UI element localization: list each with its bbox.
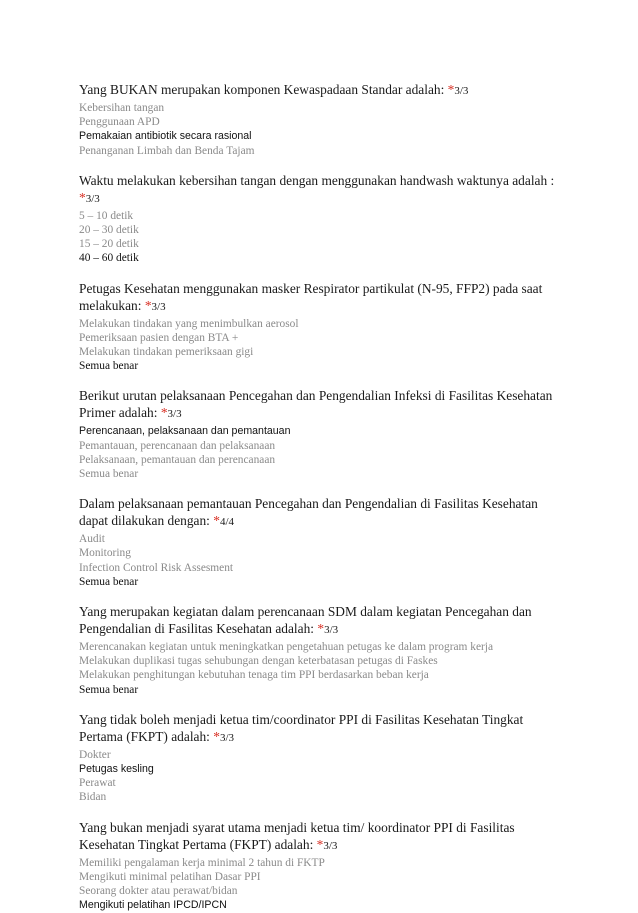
options-list xyxy=(79,209,568,266)
question-block xyxy=(79,711,568,805)
option: Melakukan duplikasi tugas sehubungan dengan keterbatasan petugas di Faskes xyxy=(79,655,438,668)
question-score: 3/3 xyxy=(151,300,166,313)
option: Bidan xyxy=(79,791,107,804)
option: Semua benar xyxy=(79,468,139,481)
options-list xyxy=(79,424,568,481)
option: 5 – 10 detik xyxy=(79,209,134,222)
question-label: Dalam pelaksanaan pemantauan Pencegahan dan Pengendalian di Fasilitas Kesehatan dapat dilakukan dengan: xyxy=(79,496,538,529)
required-star: * xyxy=(447,82,455,97)
question-label: Petugas Kesehatan menggunakan masker Respirator partikulat (N-95, FFP2) pada saat melakukan: xyxy=(79,280,543,313)
option: Infection Control Risk Assesment xyxy=(79,561,234,574)
options-list xyxy=(79,532,568,589)
question-block xyxy=(79,81,568,158)
option: 20 – 30 detik xyxy=(79,224,139,237)
selected-option: 40 – 60 detik xyxy=(79,252,139,265)
question-score: 3/3 xyxy=(85,192,100,205)
question-label: Berikut urutan pelaksanaan Pencegahan dan Pengendalian Infeksi di Fasilitas Kesehatan Primer adalah: xyxy=(79,388,553,421)
option: Dokter xyxy=(79,748,111,761)
required-star: * xyxy=(160,405,168,421)
required-star: * xyxy=(144,297,152,313)
selected-option: Perencanaan, pelaksanaan dan pemantauan xyxy=(79,425,291,438)
options-list xyxy=(79,748,568,805)
question-block xyxy=(79,495,568,589)
option: Monitoring xyxy=(79,547,131,560)
option: Perawat xyxy=(79,777,116,790)
question-label: Yang merupakan kegiatan dalam perencanaan SDM dalam kegiatan Pencegahan dan Pengendalian di Fasilitas Kesehatan adalah: xyxy=(79,604,532,637)
question-score: 3/3 xyxy=(323,839,338,852)
question-score: 3/3 xyxy=(219,731,235,744)
question-text xyxy=(79,495,568,531)
required-star: * xyxy=(317,621,325,637)
question-text xyxy=(79,172,568,208)
question-score: 3/3 xyxy=(454,85,469,97)
question-label: Waktu melakukan kebersihan tangan dengan menggunakan handwash waktunya adalah : xyxy=(79,172,555,188)
option: Pemantauan, perencanaan dan pelaksanaan xyxy=(79,439,276,452)
option: Merencanakan kegiatan untuk meningkatkan pengetahuan petugas ke dalam program kerja xyxy=(79,641,494,654)
option: Seorang dokter atau perawat/bidan xyxy=(79,885,238,898)
option: Pemeriksaan pasien dengan BTA + xyxy=(79,331,239,344)
question-block xyxy=(79,172,568,266)
option: Melakukan penghitungan kebutuhan tenaga tim PPI berdasarkan beban kerja xyxy=(79,669,429,682)
option: Melakukan tindakan yang menimbulkan aerosol xyxy=(79,317,299,330)
required-star: * xyxy=(213,728,220,744)
question-score: 4/4 xyxy=(219,516,234,529)
option: Memiliki pengalaman kerja minimal 2 tahun di FKTP xyxy=(79,856,325,869)
required-star: * xyxy=(213,513,220,529)
question-score: 3/3 xyxy=(324,624,339,637)
option: Penggunaan APD xyxy=(79,116,160,129)
question-text xyxy=(79,280,568,316)
required-star: * xyxy=(79,189,86,205)
option: 15 – 20 detik xyxy=(79,238,139,251)
option: Mengikuti minimal pelatihan Dasar PPI xyxy=(79,870,261,883)
option: Penanganan Limbah dan Benda Tajam xyxy=(79,144,255,157)
question-text xyxy=(79,711,568,747)
question-score: 3/3 xyxy=(167,408,182,421)
question-text xyxy=(79,387,568,423)
selected-option: Semua benar xyxy=(79,575,139,588)
question-label: Yang bukan menjadi syarat utama menjadi ketua tim/ koordinator PPI di Fasilitas Kesehatan Tingkat Pertama (FKPT) adalah: xyxy=(79,819,515,852)
option: Melakukan tindakan pemeriksaan gigi xyxy=(79,346,254,359)
selected-option: Semua benar xyxy=(79,683,139,696)
question-block xyxy=(79,280,568,374)
question-block xyxy=(79,387,568,481)
question-text xyxy=(79,819,568,855)
question-text xyxy=(79,603,568,639)
option: Pelaksanaan, pemantauan dan perencanaan xyxy=(79,453,276,466)
selected-option: Pemakaian antibiotik secara rasional xyxy=(79,130,252,143)
question-label: Yang BUKAN merupakan komponen Kewaspadaan Standar adalah: xyxy=(79,82,448,97)
selected-option: Mengikuti pelatihan IPCD/IPCN xyxy=(79,899,227,912)
options-list xyxy=(79,101,568,158)
question-block xyxy=(79,603,568,697)
question-block xyxy=(79,819,568,913)
selected-option: Petugas kesling xyxy=(79,763,154,776)
option: Audit xyxy=(79,533,105,546)
options-list xyxy=(79,317,568,374)
question-text xyxy=(79,81,568,100)
option: Kebersihan tangan xyxy=(79,102,165,114)
options-list xyxy=(79,640,568,697)
selected-option: Semua benar xyxy=(79,360,139,373)
options-list xyxy=(79,856,568,913)
required-star: * xyxy=(316,836,324,852)
question-label: Yang tidak boleh menjadi ketua tim/coordinator PPI di Fasilitas Kesehatan Tingkat Pertama (FKPT) adalah: xyxy=(79,711,524,744)
